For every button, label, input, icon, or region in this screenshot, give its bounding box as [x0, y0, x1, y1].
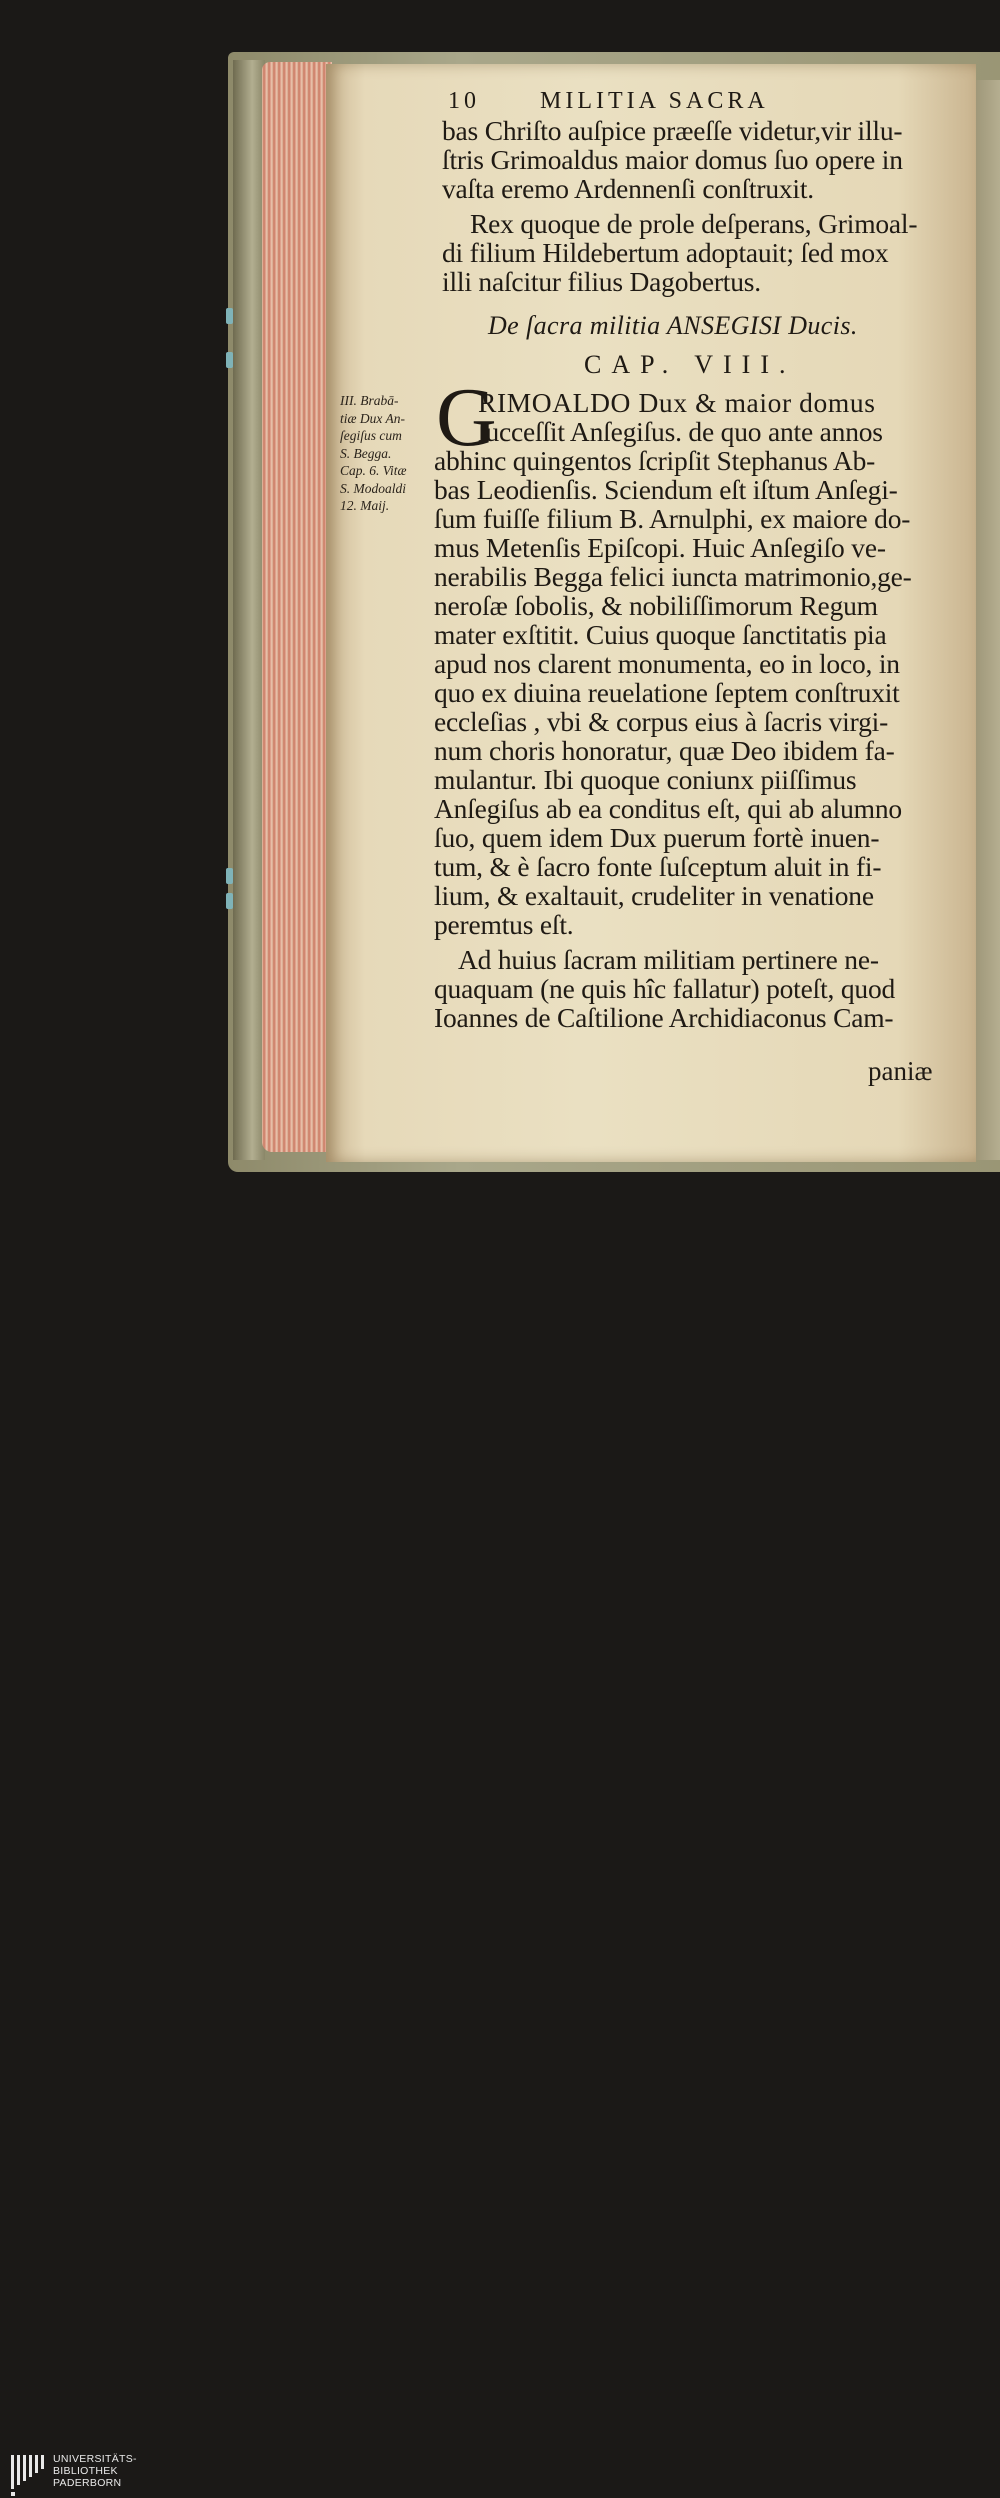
- text-line: peremtus eſt.: [434, 909, 574, 940]
- clasp-tie-lower: [226, 868, 233, 884]
- text-line: bas Chriſto auſpice præeſſe videtur,vir illu-: [442, 115, 903, 146]
- cover-board-edge: [233, 60, 265, 1160]
- clasp-tie-bottom: [226, 893, 233, 909]
- text-line: bas Leodienſis. Sciendum eſt iſtum Anſegi-: [434, 474, 898, 505]
- catchword: paniæ: [868, 1056, 933, 1086]
- text-line: eccleſias , vbi & corpus eius à ſacris virgi-: [434, 706, 889, 737]
- chapter-heading: De ſacra militia ANSEGISI Ducis.: [488, 311, 858, 340]
- text-line: di filium Hildebertum adoptauit; ſed mox: [442, 237, 889, 268]
- running-title: MILITIA SACRA: [540, 88, 769, 114]
- text-line: mus Metenſis Epiſcopi. Huic Anſegiſo ve-: [434, 532, 886, 563]
- margin-line: 12. Maij.: [340, 498, 390, 513]
- running-head: [448, 88, 769, 115]
- library-name-line: PADERBORN: [53, 2477, 122, 2489]
- text-line: neroſæ ſobolis, & nobiliſſimorum Regum: [434, 590, 878, 621]
- page-number: 10: [448, 88, 480, 114]
- margin-line: Cap. 6. Vitæ: [340, 463, 407, 478]
- text-line: quo ex diuina reuelatione ſeptem conſtruxit: [434, 677, 900, 708]
- text-line: tum, & è ſacro fonte ſuſceptum aluit in fi-: [434, 851, 882, 882]
- margin-line: S. Modoaldi: [340, 480, 406, 496]
- text-line: ſtris Grimoaldus maior domus ſuo opere in: [442, 144, 903, 175]
- library-name-line: UNIVERSITÄTS-: [53, 2453, 137, 2465]
- text-line: mulantur. Ibi quoque coniunx piiſſimus: [434, 764, 857, 795]
- clasp-tie-top: [226, 308, 233, 324]
- margin-line: ſegiſus cum: [340, 428, 402, 443]
- text-line: RIMOALDO Dux & maior domus: [478, 387, 876, 418]
- library-footer: [0, 1225, 1000, 2489]
- text-line: lium, & exaltauit, crudeliter in venatione: [434, 880, 874, 911]
- chapter-number: CAP. VIII.: [584, 350, 796, 379]
- text-line: mater exſtitit. Cuius quoque ſanctitatis pia: [434, 619, 887, 650]
- margin-line: III. Brabā-: [340, 393, 399, 408]
- text-line: ſuo, quem idem Dux puerum fortè inuen-: [434, 822, 880, 853]
- text-line: ſucceſſit Anſegiſus. de quo ante annos: [478, 416, 883, 447]
- scan-image: [0, 0, 1000, 1225]
- marginal-note: [340, 392, 407, 515]
- drop-capital: G: [436, 371, 497, 464]
- text-line: num choris honoratur, quæ Deo ibidem fa-: [434, 735, 895, 766]
- margin-line: S. Begga.: [340, 445, 392, 461]
- text-line: quaquam (ne quis hîc fallatur) poteſt, quod: [434, 973, 896, 1004]
- text-line: apud nos clarent monumenta, eo in loco, in: [434, 648, 900, 679]
- margin-line: tiæ Dux An-: [340, 410, 405, 426]
- text-line: vaſta eremo Ardennenſi conſtruxit.: [442, 173, 814, 204]
- library-logo-icon: [10, 2454, 46, 2498]
- text-line: Rex quoque de prole deſperans, Grimoal-: [470, 208, 918, 239]
- text-line: illi naſcitur filius Dagobertus.: [442, 266, 761, 297]
- library-name-line: BIBLIOTHEK: [53, 2465, 118, 2477]
- red-page-edges: [262, 62, 332, 1152]
- text-line: Ad huius ſacram militiam pertinere ne-: [458, 944, 879, 975]
- text-line: Ioannes de Caſtilione Archidiaconus Cam-: [434, 1002, 894, 1033]
- library-name: [53, 2453, 137, 2489]
- text-line: ſum fuiſſe filium B. Arnulphi, ex maiore do-: [434, 503, 911, 534]
- clasp-tie-upper: [226, 352, 233, 368]
- text-line: nerabilis Begga felici iuncta matrimonio,ge-: [434, 561, 912, 592]
- text-line: Anſegiſus ab ea conditus eſt, qui ab alumno: [434, 793, 902, 824]
- text-line: abhinc quingentos ſcripſit Stephanus Ab-: [434, 445, 876, 476]
